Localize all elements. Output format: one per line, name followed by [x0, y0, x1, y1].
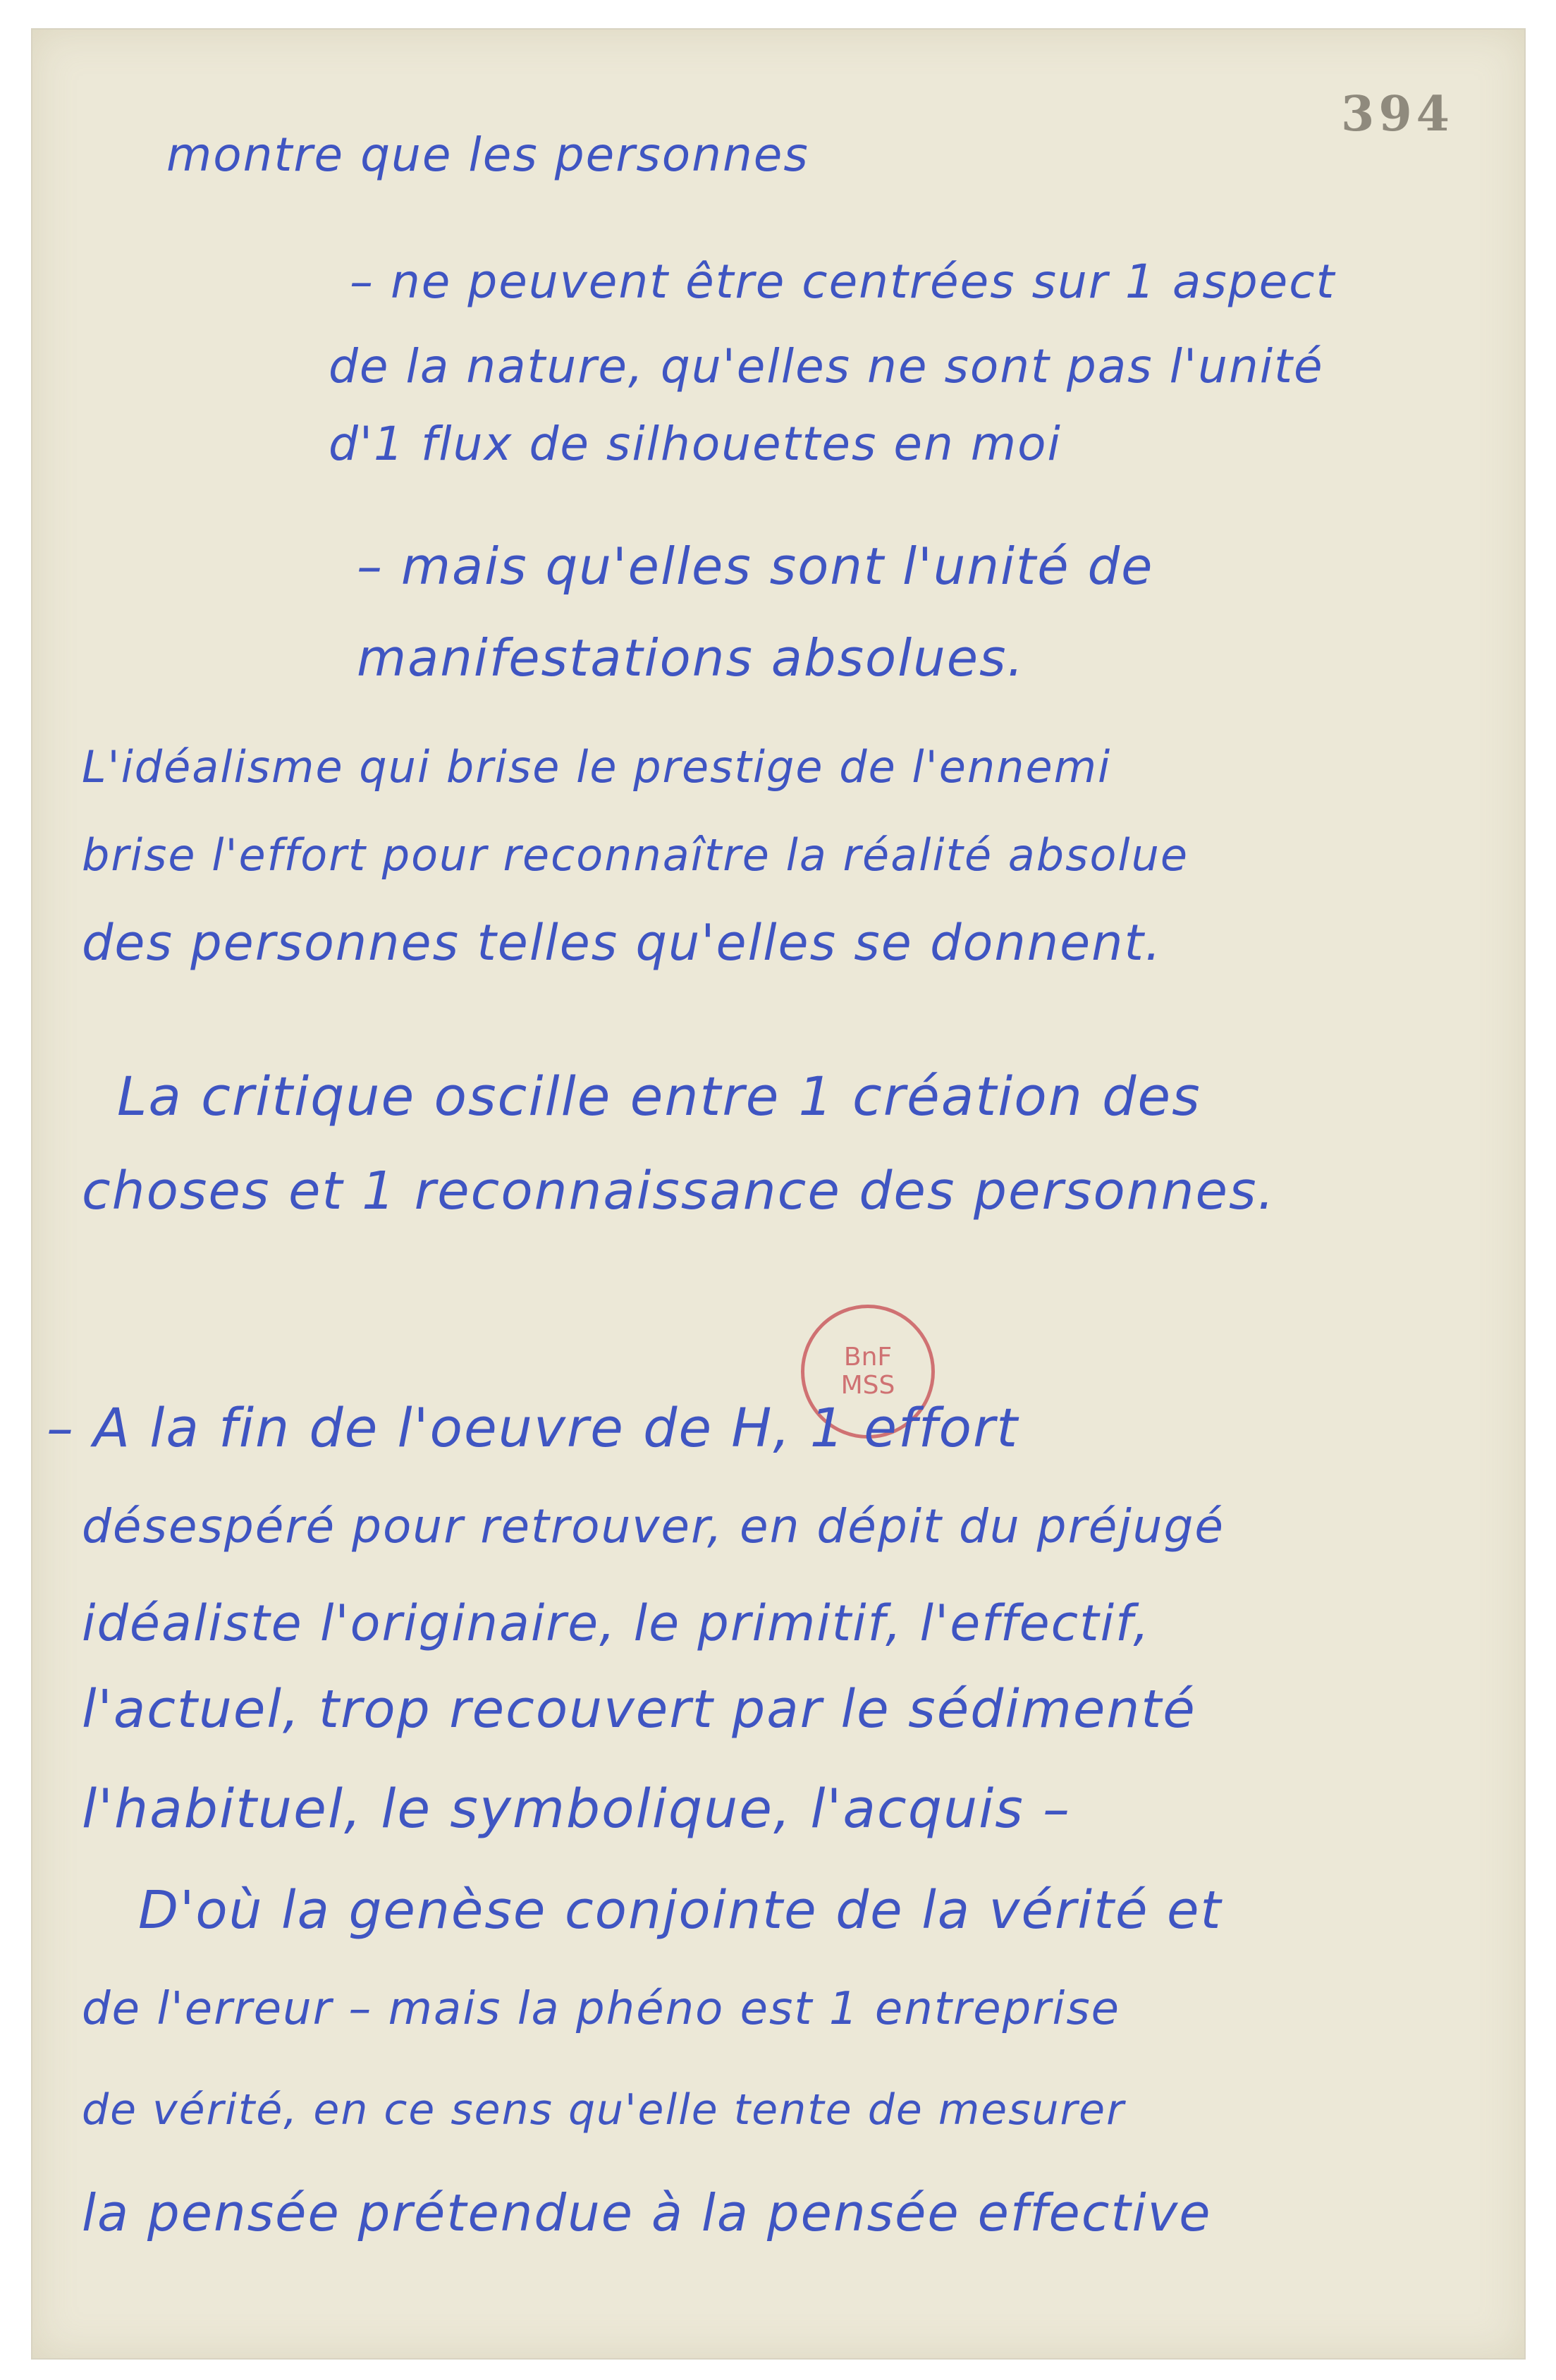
manuscript-line-15: l'actuel, trop recouvert par le sédimenté: [82, 1679, 1196, 1740]
manuscript-line-8: brise l'effort pour reconnaître la réalité absolue: [82, 829, 1189, 881]
manuscript-line-7: L'idéalisme qui brise le prestige de l'ennemi: [82, 741, 1112, 793]
manuscript-line-13: désespéré pour retrouver, en dépit du préjugé: [82, 1499, 1225, 1554]
manuscript-line-11: choses et 1 reconnaissance des personnes.: [82, 1161, 1276, 1221]
manuscript-line-14: idéaliste l'originaire, le primitif, l'effectif,: [82, 1594, 1151, 1652]
manuscript-line-20: la pensée prétendue à la pensée effective: [82, 2183, 1212, 2242]
manuscript-line-1: montre que les personnes: [166, 128, 809, 182]
manuscript-line-6: manifestations absolues.: [357, 628, 1025, 688]
manuscript-page: [31, 28, 1526, 2360]
manuscript-line-4: d'1 flux de silhouettes en moi: [329, 417, 1062, 471]
folio-number: 394: [1341, 86, 1454, 142]
manuscript-line-18: de l'erreur – mais la phéno est 1 entreprise: [82, 1983, 1121, 2035]
manuscript-line-12: – A la fin de l'oeuvre de H, 1 effort: [47, 1396, 1019, 1459]
manuscript-line-10: La critique oscille entre 1 création des: [117, 1065, 1201, 1128]
bnf-library-stamp: BnF MSS: [801, 1305, 935, 1439]
manuscript-line-2: – ne peuvent être centrées sur 1 aspect: [350, 255, 1336, 309]
manuscript-line-5: – mais qu'elles sont l'unité de: [357, 537, 1154, 596]
manuscript-line-3: de la nature, qu'elles ne sont pas l'unité: [329, 339, 1324, 393]
manuscript-line-16: l'habituel, le symbolique, l'acquis –: [82, 1777, 1071, 1840]
manuscript-line-17: D'où la genèse conjointe de la vérité et: [138, 1880, 1223, 1941]
manuscript-line-19: de vérité, en ce sens qu'elle tente de mesurer: [82, 2085, 1125, 2135]
manuscript-line-9: des personnes telles qu'elles se donnent.: [82, 914, 1163, 972]
